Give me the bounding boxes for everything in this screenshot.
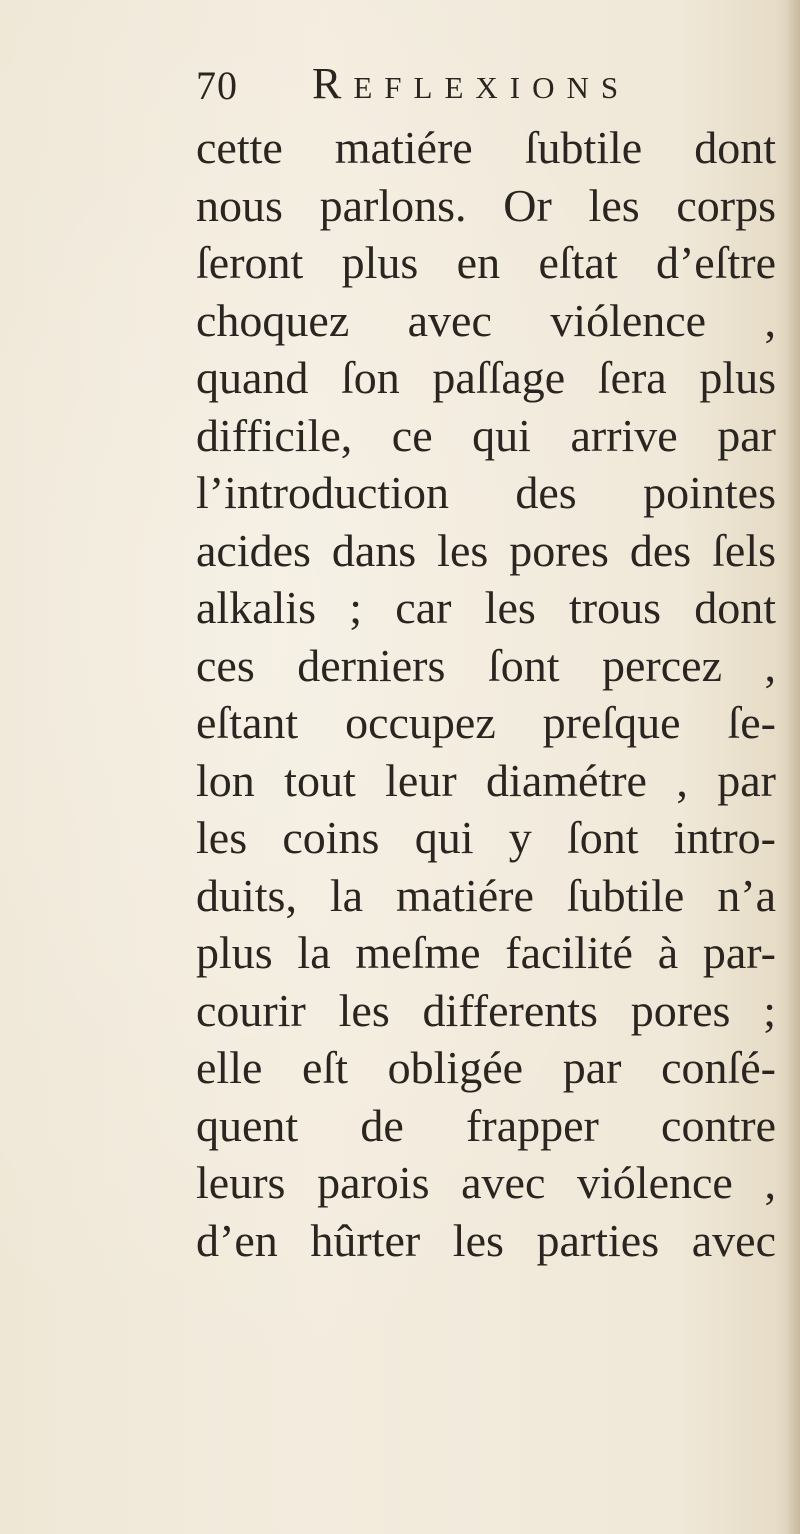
text-line: courir les differents pores ; — [196, 984, 776, 1036]
text-line: duits, la matiére ſubtile n’a — [196, 869, 776, 921]
running-head: Reflexions — [312, 59, 631, 108]
page-edge-shadow — [786, 0, 800, 1534]
text-line: ſeront plus en eſtat d’eſtre — [196, 237, 776, 288]
text-line: quand ſon paſſage ſera plus — [196, 352, 776, 403]
text-line: ces derniers ſont percez , — [196, 639, 776, 691]
page-number: 70 — [196, 63, 238, 108]
text-line: d’en hûrter les parties avec — [196, 1214, 776, 1266]
text-line: difficile, ce qui arrive par — [196, 409, 776, 461]
text-line: quent de frapper contre — [196, 1099, 776, 1151]
text-line: choquez avec viólence , — [196, 294, 776, 346]
text-line: elle eſt obligée par conſé- — [196, 1042, 776, 1093]
text-line: lon tout leur diamétre , par — [196, 754, 776, 806]
text-line: plus la meſme facilité à par- — [196, 927, 776, 978]
text-line: alkalis ; car les trous dont — [196, 582, 776, 633]
text-line: les coins qui y ſont intro- — [196, 812, 776, 863]
text-line: leurs parois avec viólence , — [196, 1157, 776, 1208]
text-line: eſtant occupez preſque ſe- — [196, 697, 776, 748]
text-line: l’introduction des pointes — [196, 467, 776, 518]
page-header — [196, 58, 756, 108]
text-line: acides dans les pores des ſels — [196, 524, 776, 576]
text-line: nous parlons. Or les corps — [196, 179, 776, 231]
text-line: cette matiére ſubtile dont — [196, 122, 776, 173]
body-text — [196, 119, 776, 1269]
